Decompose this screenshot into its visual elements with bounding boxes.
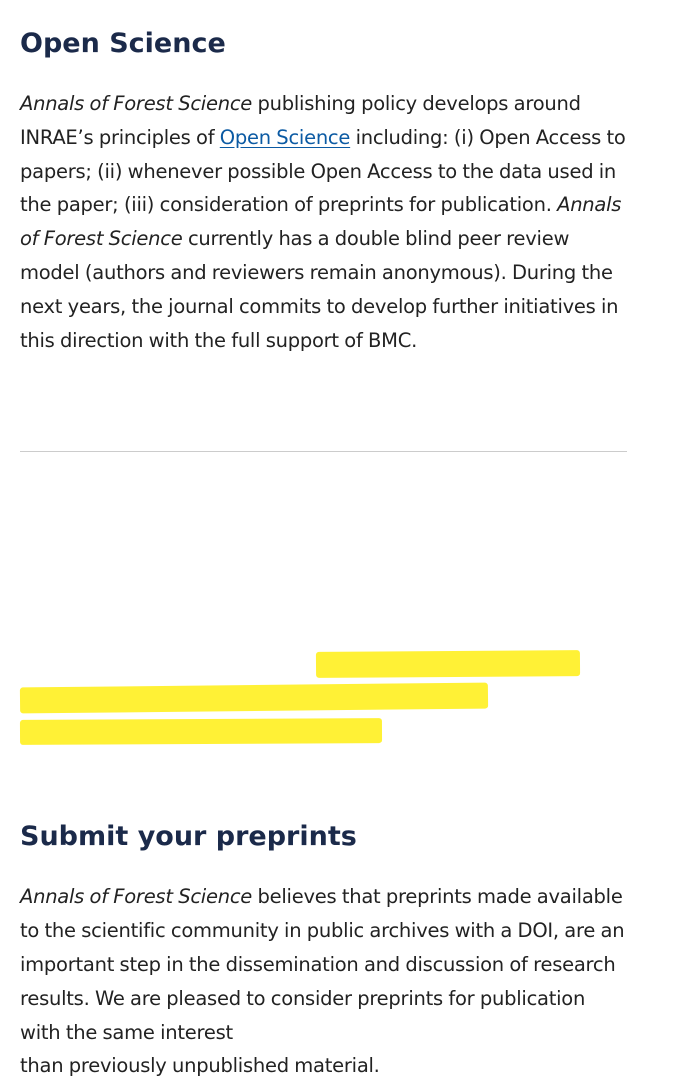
open-science-paragraph (20, 87, 630, 357)
journal-name: Annals of Forest Science (20, 885, 253, 909)
paragraph-text: believes that preprints made available to the scientific community in public archives with a DOI, are an important step in the dissemination and discussion of research results. We are pleased to consider preprints for publication with the same interest (20, 885, 625, 1044)
open-science-heading: Open Science (20, 28, 226, 59)
submit-preprints-paragraph (20, 880, 630, 1083)
journal-name: Annals of Forest Science (20, 92, 253, 115)
paragraph-text: than previously unpublished material. (20, 1054, 380, 1078)
submit-preprints-heading: Submit your preprints (20, 821, 357, 853)
submit-preprints-section (20, 817, 630, 1083)
paragraph-text: publishing policy develops around INRAE’s principles of (20, 92, 581, 149)
journal-name: Annals of Forest Science (20, 193, 622, 251)
highlight-mark (20, 718, 382, 745)
highlight-mark (316, 650, 580, 678)
section-divider (20, 451, 627, 452)
open-science-section (20, 24, 630, 357)
open-science-link[interactable]: Open Science (219, 125, 351, 149)
paragraph-text: currently has a double blind peer review model (authors and reviewers remain anonymous). During the next years, the journal commits to develop further initiatives in this direction with the full support of BMC. (20, 227, 619, 352)
paragraph-text: including: (i) Open Access to papers; (ii) whenever possible Open Access to the data used in the paper; (iii) consideration of preprints for publication. (20, 125, 626, 217)
highlight-mark (20, 683, 488, 714)
